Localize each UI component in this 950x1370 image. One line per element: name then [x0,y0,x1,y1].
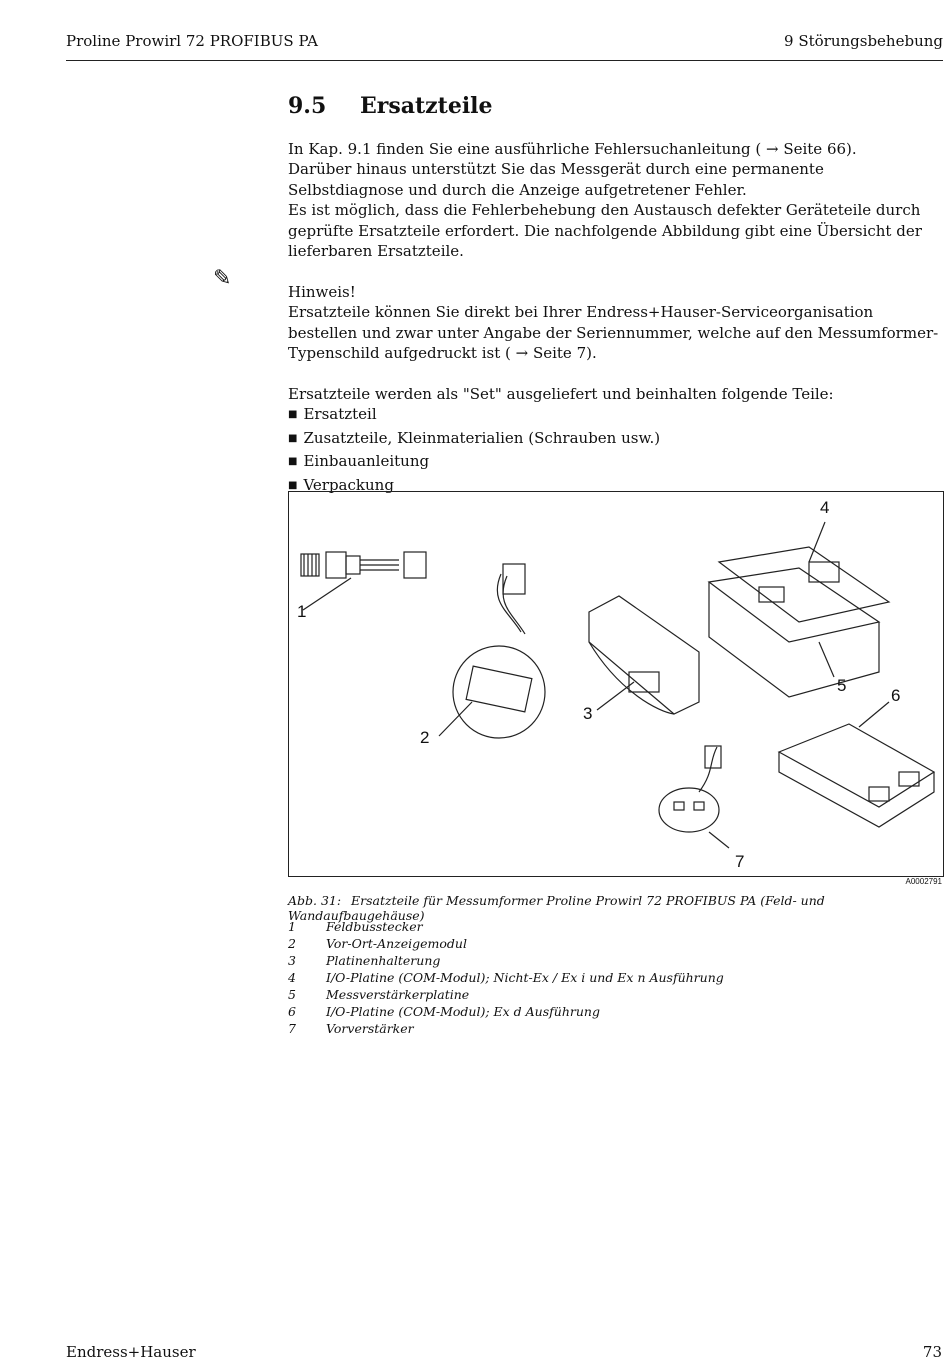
figure-label-3: 3 [583,704,593,723]
legend-text: I/O-Platine (COM-Modul); Nicht-Ex / Ex i und Ex n Ausführung [326,970,724,985]
legend-text: Platinenhalterung [326,953,441,968]
exd-board-drawing [779,702,934,827]
legend-number: 5 [288,987,296,1002]
preamplifier-drawing [659,746,729,848]
display-module-drawing [439,564,545,738]
set-intro: Ersatzteile werden als "Set" ausgeliefert und beinhalten folgende Teile: [288,384,834,403]
legend-text: Feldbusstecker [326,919,423,934]
legend-number: 6 [288,1004,296,1019]
footer-brand: Endress+Hauser [66,1343,196,1361]
figure-label-5: 5 [837,676,847,695]
caption-text: Ersatzteile für Messumformer Proline Prowirl 72 PROFIBUS PA (Feld- und Wandaufbaugehäuse) [288,893,825,923]
legend-row [288,1003,724,1020]
header-title: Proline Prowirl 72 PROFIBUS PA [66,32,318,50]
section-number: 9.5 [288,93,327,119]
figure-label-7: 7 [735,852,745,871]
io-board-drawing [709,522,889,697]
legend-text: Vorverstärker [326,1021,414,1036]
legend-number: 4 [288,970,296,985]
fieldbus-connector-drawing [301,552,426,610]
legend-number: 7 [288,1021,296,1036]
legend-text: I/O-Platine (COM-Modul); Ex d Ausführung [326,1004,600,1019]
figure-label-6: 6 [891,686,901,705]
list-item: ■ Einbauanleitung [288,451,944,475]
note-title: Hinweis! [288,282,356,301]
figure-label-4: 4 [820,498,830,517]
legend-row [288,935,724,952]
figure-code: A0002791 [905,877,942,886]
legend-row [288,1020,724,1037]
figure-label-1: 1 [297,602,307,621]
intro-paragraph-1: In Kap. 9.1 finden Sie eine ausführliche Fehlersuchanleitung ( → Seite 66). [288,139,857,158]
caption-label: Abb. 31: [288,893,342,908]
legend-row [288,918,724,935]
intro-paragraph-3: Es ist möglich, dass die Fehlerbehebung den Austausch defekter Geräteteile durch geprüfte Ersatzteile erfordert. Die nachfolgende Abbildung gibt eine Übersicht der lieferbaren Ersatzteile. [288,201,922,260]
header-chapter: 9 Störungsbehebung [784,32,943,50]
section-title: Ersatzteile [360,93,493,119]
intro-paragraph-2: Darüber hinaus unterstützt Sie das Messgerät durch eine permanente Selbstdiagnose und durch die Anzeige aufgetretener Fehler. [288,160,824,199]
note-text: Ersatzteile können Sie direkt bei Ihrer Endress+Hauser-Serviceorganisation bestellen und zwar unter Angabe der Seriennummer, welche auf den Messumformer-Typenschild aufgedruckt ist ( → Seite 7). [288,303,939,362]
legend-number: 3 [288,953,296,968]
legend-text: Messverstärkerplatine [326,987,470,1002]
legend-row [288,986,724,1003]
figure-label-2: 2 [420,728,430,747]
section-heading [288,93,944,119]
list-item: ■ Ersatzteil [288,404,944,428]
spare-parts-figure [288,491,944,877]
main-content [288,93,944,498]
list-item: ■ Zusatzteile, Kleinmaterialien (Schrauben usw.) [288,428,944,452]
pencil-note-icon: ✎ [213,266,232,291]
page-header [66,32,943,61]
set-items-list [288,404,944,498]
legend-number: 2 [288,936,296,951]
legend-row [288,969,724,986]
legend-number: 1 [288,919,296,934]
legend-row [288,952,724,969]
legend-text: Vor-Ort-Anzeigemodul [326,936,467,951]
board-holder-drawing [589,596,699,714]
list-item: ■ Verpackung [288,475,944,499]
figure-legend [288,918,724,1037]
page-number: 73 [922,1343,942,1361]
